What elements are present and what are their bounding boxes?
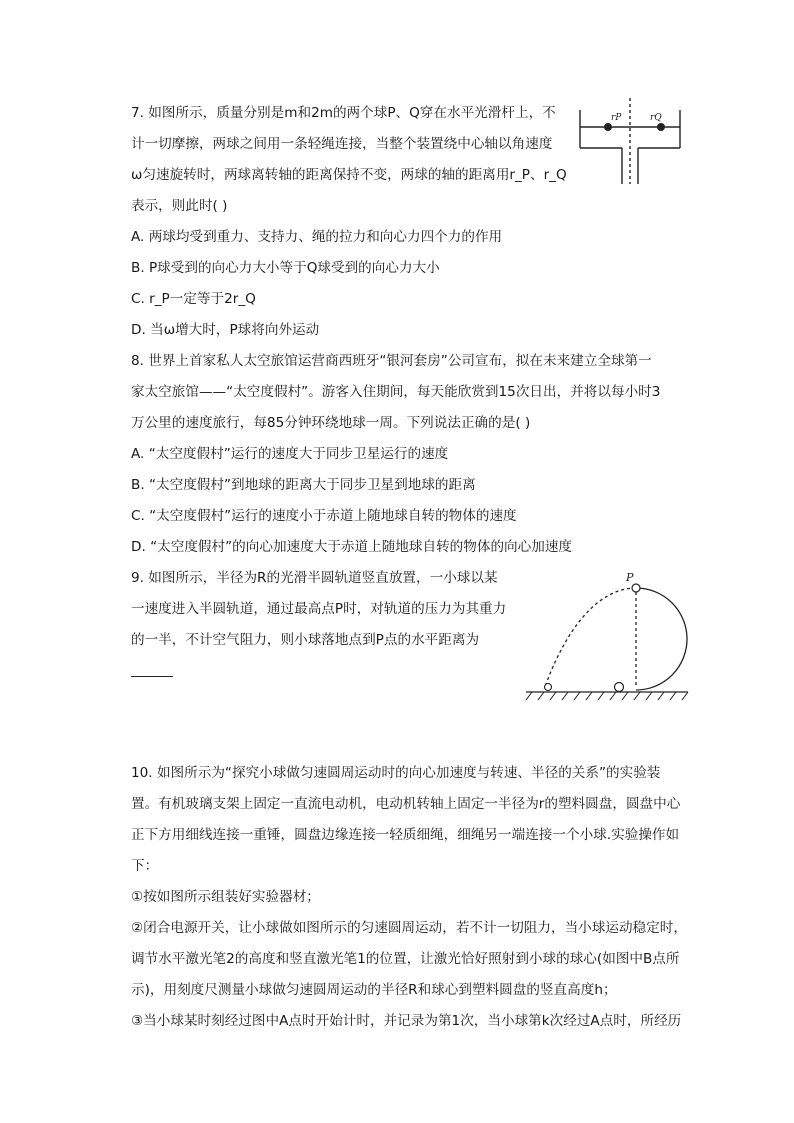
- ball-p: [604, 123, 612, 131]
- q10-line-1: 10. 如图所示为“探究小球做匀速圆周运动时的向心加速度与转速、半径的关系”的实验装: [131, 765, 661, 781]
- q7-option-b: B. P球受到的向心力大小等于Q球受到的向心力大小: [131, 260, 440, 276]
- q8-option-b: B. “太空度假村”到地球的距离大于同步卫星到地球的距离: [131, 477, 476, 493]
- q8-stem-line-1: 8. 世界上首家私人太空旅馆运营商西班牙“银河套房”公司宣布，拟在未来建立全球第一: [131, 353, 652, 369]
- q10-line-2: 置。有机玻璃支架上固定一直流电动机，电动机转轴上固定一半径为r的塑料圆盘，圆盘中心: [131, 796, 681, 812]
- q7-option-a: A. 两球均受到重力、支持力、绳的拉力和向心力四个力的作用: [131, 229, 503, 245]
- label-p: P: [626, 571, 634, 584]
- q9-track-figure: [522, 570, 692, 702]
- landing-point: [545, 684, 552, 691]
- label-rp: rP: [611, 113, 622, 123]
- q10-line-4: 下：: [131, 858, 159, 874]
- q10-step-3-line-1: ③当小球某时刻经过图中A点时开始计时，并记录为第1次，当小球第k次经过A点时，所经历: [131, 1013, 682, 1029]
- q7-stem-line-4: 表示，则此时( ): [131, 198, 228, 214]
- q7-stem-line-2: 计一切摩擦，两球之间用一条轻绳连接，当整个装置绕中心轴以角速度: [131, 136, 553, 152]
- q9-stem-line-3: 的一半，不计空气阻力，则小球落地点到P点的水平距离为: [131, 632, 480, 648]
- label-rq: rQ: [650, 113, 662, 123]
- q8-option-c: C. “太空度假村”运行的速度小于赤道上随地球自转的物体的速度: [131, 508, 517, 524]
- q7-option-d: D. 当ω增大时，P球将向外运动: [131, 322, 320, 338]
- q9-stem-line-1: 9. 如图所示，半径为R的光滑半圆轨道竖直放置，一小球以某: [131, 570, 498, 586]
- q8-stem-line-3: 万公里的速度旅行，每85分钟环绕地球一周。下列说法正确的是( ): [131, 415, 531, 431]
- q9-stem-line-2: 一速度进入半圆轨道，通过最高点P时，对轨道的压力为其重力: [131, 601, 507, 617]
- q10-step-1: ①按如图所示组装好实验器材；: [131, 889, 320, 905]
- q7-rod-figure: [576, 96, 686, 186]
- q10-step-2-line-2: 调节水平激光笔2的高度和竖直激光笔1的位置，让激光恰好照射到小球的球心(如图中B点所: [131, 951, 680, 967]
- ball-bottom: [615, 683, 624, 692]
- q7-stem-line-1: 7. 如图所示，质量分别是m和2m的两个球P、Q穿在水平光滑杆上，不: [131, 105, 556, 121]
- q8-stem-line-2: 家太空旅馆——“太空度假村”。游客入住期间，每天能欣赏到15次日出，并将以每小时3: [131, 384, 661, 400]
- q7-stem-line-3: ω匀速旋转时，两球离转轴的距离保持不变，两球的轴的距离用r_P、r_Q: [131, 167, 567, 183]
- q8-option-d: D. “太空度假村”的向心加速度大于赤道上随地球自转的物体的向心加速度: [131, 539, 573, 555]
- q7-option-c: C. r_P一定等于2r_Q: [131, 291, 256, 307]
- ball-top: [632, 584, 640, 592]
- q9-answer-blank: [131, 662, 173, 683]
- q10-line-3: 正下方用细线连接一重锤，圆盘边缘连接一轻质细绳，细绳另一端连接一个小球.实验操作如: [131, 827, 680, 843]
- q10-step-2-line-1: ②闭合电源开关，让小球做如图所示的匀速圆周运动，若不计一切阻力，当小球运动稳定时，: [131, 920, 687, 936]
- ball-q: [657, 123, 665, 131]
- q8-option-a: A. “太空度假村”运行的速度大于同步卫星运行的速度: [131, 446, 449, 462]
- q10-step-2-line-3: 示)，用刻度尺测量小球做匀速圆周运动的半径R和球心到塑料圆盘的竖直高度h；: [131, 982, 617, 998]
